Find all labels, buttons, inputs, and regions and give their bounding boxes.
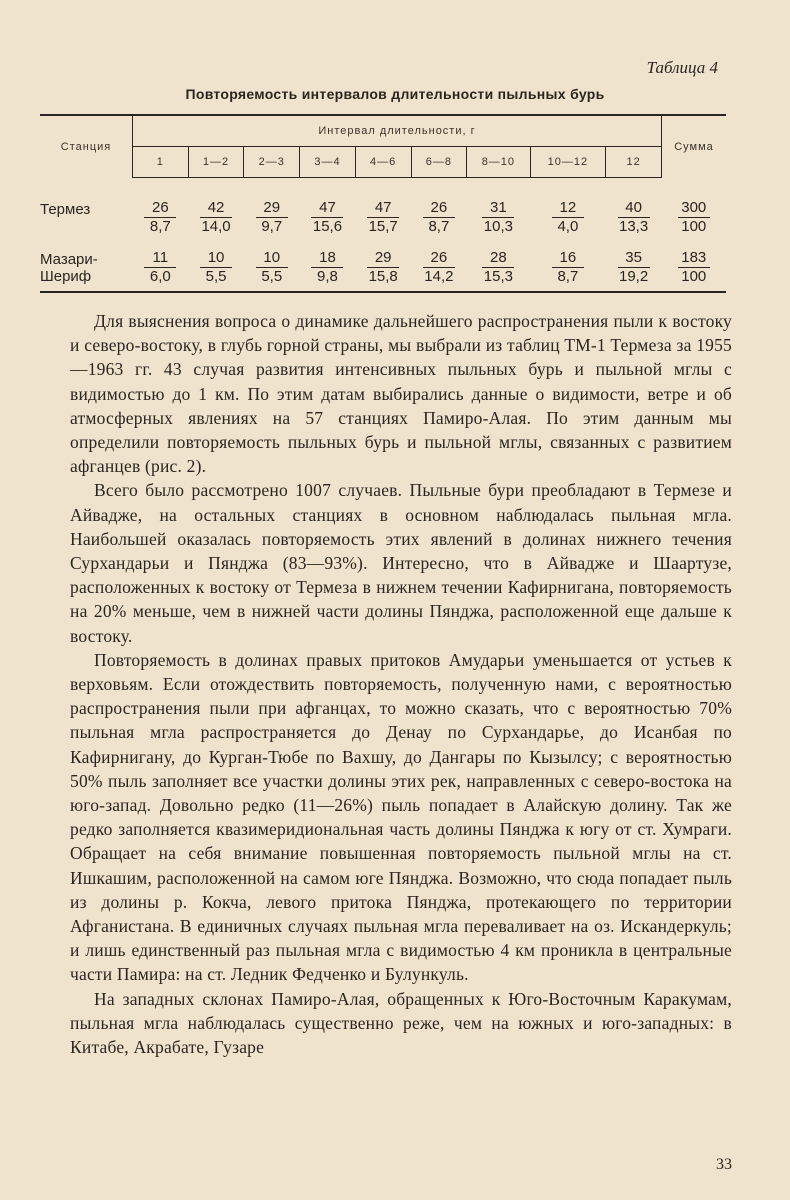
count-cell: 18 [311, 249, 343, 268]
station-name: Термез [40, 201, 91, 218]
count-cell: 29 [256, 199, 288, 218]
paragraph: На западных склонах Памиро-Алая, обращенных к Юго-Восточным Каракумам, пыльная мгла наблюдалась существенно реже, чем на южных и юго-западных: в Китабе, Акрабате, Гузаре [70, 988, 732, 1058]
interval-group-header: Интервал длительности, г [133, 115, 662, 147]
count-cell: 29 [367, 249, 399, 268]
page-number: 33 [716, 1156, 732, 1173]
percent-cell: 8,7 [557, 268, 579, 285]
table-row [40, 178, 726, 219]
percent-cell: 9,7 [261, 218, 283, 235]
station-name [40, 218, 133, 240]
percent-sum-cell: 100 [681, 218, 707, 235]
percent-cell: 8,7 [149, 218, 171, 235]
percent-cell: 4,0 [557, 218, 579, 235]
percent-cell: 19,2 [619, 268, 649, 285]
percent-cell: 5,5 [261, 268, 283, 285]
interval-header: 12 [606, 147, 662, 178]
table-row [40, 218, 726, 240]
percent-sum-cell: 100 [681, 268, 707, 285]
count-sum-cell: 183 [678, 249, 710, 268]
count-cell: 10 [200, 249, 232, 268]
count-cell: 35 [618, 249, 650, 268]
paragraph: Повторяемость в долинах правых притоков Амударьи уменьшается от устьев к верховьям. Если отождествить повторяемость, полученную нами, с вероятностью распространения пыли при афганцах, то можно сказать, что с вероятностью 70% пыльная мгла распространяется до Денау по Сурхандарье, до Исанбая по Кафирнигану, до Курган-Тюбе по Вахшу, до Дангары по Кызылсу; с вероятностью 50% пыль заполняет все участки долины этих рек, направленных с северо-востока на юго-запад. Довольно редко (11—26%) пыль попадает в Алайскую долину. Так же редко заполняется квазимеридиональная часть долины Пянджа к югу от ст. Хумраги. Обращает на себя внимание повышенная повторяемость пыльной мглы на ст. Ишкашим, расположенной на самом юге Пянджа. Возможно, что сюда попадает пыль из долины р. Кокча, левого притока Пянджа, протекающего по территории Афганистана. В единичных случаях пыльная мгла переваливает на оз. Искандеркуль; и лишь единственный раз пыльная мгла с видимостью 4 км проникла в центральные части Памира: на ст. Ледник Федченко и Булункуль. [70, 649, 732, 985]
percent-cell: 15,7 [368, 218, 398, 235]
count-cell: 31 [482, 199, 514, 218]
station-header: Станция [40, 115, 133, 178]
percent-cell: 15,6 [312, 218, 343, 235]
interval-header: 10—12 [530, 147, 606, 178]
count-cell: 10 [256, 249, 288, 268]
percent-cell: 14,2 [424, 268, 454, 285]
table-row [40, 268, 726, 290]
body-text [70, 309, 732, 1059]
count-cell: 42 [200, 199, 232, 218]
interval-header: 1—2 [188, 147, 244, 178]
count-cell: 12 [552, 199, 584, 218]
count-cell: 40 [618, 199, 650, 218]
count-cell: 16 [552, 249, 584, 268]
paragraph: Всего было рассмотрено 1007 случаев. Пыльные бури преобладают в Термезе и Айвадже, на остальных станциях в основном наблюдалась пыльная мгла. Наибольшей оказалась повторяемость этих явлений в долинах нижнего течения Сурхандарьи и Пянджа (83—93%). Интересно, что в Айвадже и Шаартузе, расположенных к востоку от Термеза в нижнем течении Кафирнигана, повторяемость на 20% меньше, чем в нижней части долины Пянджа, расположенной еще дальше к востоку. [70, 480, 732, 646]
interval-header: 4—6 [355, 147, 411, 178]
table-title: Повторяемость интервалов длительности пыльных бурь [185, 86, 605, 102]
paragraph: Для выяснения вопроса о динамике дальнейшего распространения пыли к востоку и северо-востоку, в глубь горной страны, мы выбрали из таблиц ТМ-1 Термеза за 1955—1963 гг. 43 случая развития интенсивных пыльных бурь и пыльной мглы с видимостью до 1 км. По этим датам выбирались данные о видимости, ветре и об атмосферных явлениях на 57 станциях Памиро-Алая. По этим данным мы определили повторяемость пыльных бурь и пыльной мглы, связанных с развитием афганцев (рис. 2). [70, 311, 732, 477]
percent-cell: 15,8 [368, 268, 398, 285]
interval-header: 8—10 [467, 147, 530, 178]
count-cell: 26 [423, 249, 455, 268]
station-name: Шериф [40, 268, 92, 285]
count-cell: 26 [144, 199, 176, 218]
percent-cell: 9,8 [317, 268, 338, 285]
frequency-table [40, 114, 726, 290]
sum-header: Сумма [662, 115, 727, 178]
count-cell: 26 [423, 199, 455, 218]
percent-cell: 14,0 [201, 218, 231, 235]
percent-cell: 5,5 [205, 268, 227, 285]
interval-header: 2—3 [244, 147, 300, 178]
percent-cell: 10,3 [483, 218, 513, 235]
count-cell: 11 [144, 249, 176, 268]
station-name: Мазари- [40, 251, 98, 268]
table-label: Таблица 4 [646, 58, 718, 77]
count-sum-cell: 300 [678, 199, 710, 218]
count-cell: 28 [482, 249, 514, 268]
percent-cell: 6,0 [149, 268, 171, 285]
count-cell: 47 [311, 199, 343, 218]
count-cell: 47 [367, 199, 399, 218]
table-row [40, 246, 726, 268]
interval-header: 6—8 [411, 147, 467, 178]
percent-cell: 8,7 [428, 218, 450, 235]
interval-header: 1 [133, 147, 189, 178]
interval-header: 3—4 [300, 147, 356, 178]
table-bottom-rule [40, 291, 726, 293]
percent-cell: 13,3 [619, 218, 649, 235]
percent-cell: 15,3 [483, 268, 513, 285]
